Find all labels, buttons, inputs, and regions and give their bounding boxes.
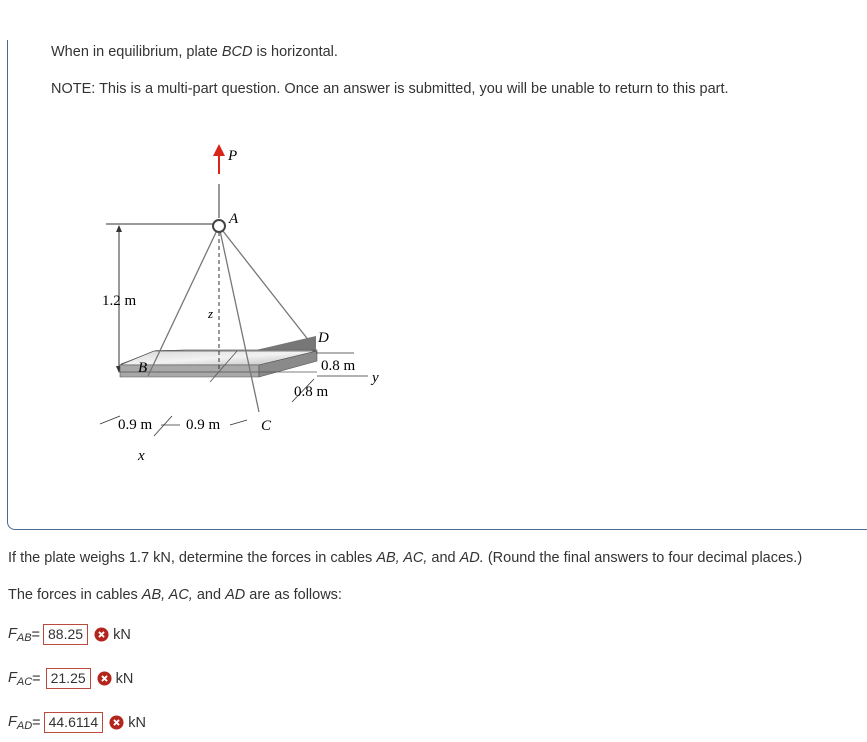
- svg-text:z: z: [208, 306, 214, 321]
- svg-text:P: P: [228, 148, 238, 164]
- svg-text:0.9 m: 0.9 m: [118, 417, 153, 433]
- answer-input-ab[interactable]: 88.25: [43, 624, 88, 645]
- svg-text:A: A: [229, 211, 239, 227]
- question-text: If the plate weighs 1.7 kN, determine the forces in cables AB, AC, and AD. (Round the final answers to four decimal places.): [8, 550, 803, 566]
- answer-input-ac[interactable]: 21.25: [46, 668, 91, 689]
- answer-input-ad[interactable]: 44.6114: [44, 712, 104, 733]
- svg-text:B: B: [138, 360, 148, 376]
- incorrect-icon: [109, 715, 124, 730]
- intro-line: When in equilibrium, plate BCD is horizontal.: [51, 44, 338, 60]
- svg-text:y: y: [372, 370, 379, 386]
- answer-row-ac: $F_{AC}$ = 21.25 kN: [8, 669, 134, 688]
- incorrect-icon: [94, 627, 109, 642]
- answer-row-ab: $F_{AB}$ = 88.25 kN: [8, 625, 131, 644]
- cable-ac: [219, 226, 259, 412]
- note-line: NOTE: This is a multi-part question. Once an answer is submitted, you will be unable to return to this part.: [51, 81, 729, 97]
- cable-ad: [219, 226, 317, 351]
- load-arrow: [213, 144, 225, 156]
- svg-text:0.8 m: 0.8 m: [294, 384, 329, 400]
- height-label: 1.2 m: [102, 293, 137, 309]
- plate-figure: [92, 140, 392, 470]
- forces-intro: The forces in cables AB, AC, and AD are as follows:: [8, 587, 342, 603]
- answer-row-ad: $F_{AD}$ = 44.6114 kN: [8, 713, 146, 732]
- svg-text:D: D: [318, 330, 329, 346]
- svg-text:0.9 m: 0.9 m: [186, 417, 221, 433]
- ring-a: [213, 220, 225, 232]
- svg-text:0.8 m: 0.8 m: [321, 358, 356, 374]
- svg-text:C: C: [261, 418, 272, 434]
- incorrect-icon: [97, 671, 112, 686]
- svg-text:x: x: [138, 448, 145, 464]
